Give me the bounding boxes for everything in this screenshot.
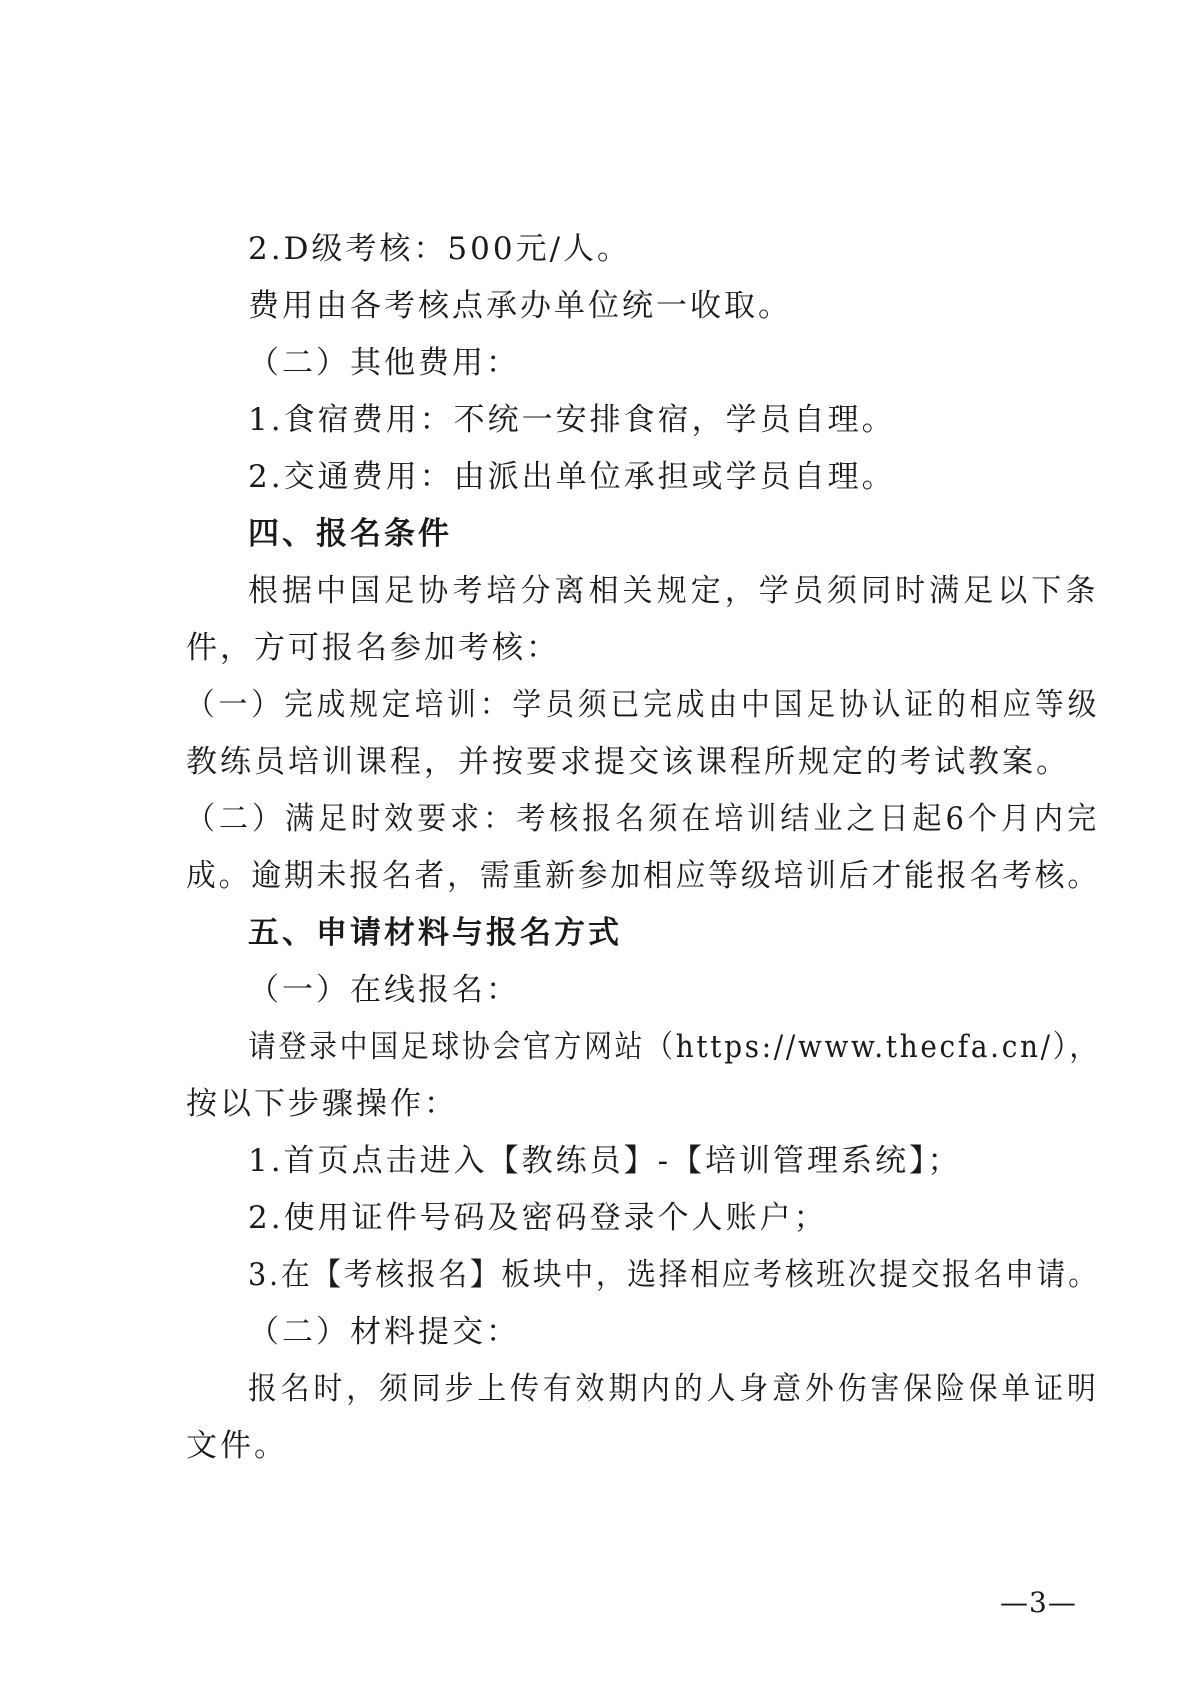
condition-timing-line-2: 成。逾期未报名者，需重新参加相应等级培训后才能报名考核。	[186, 858, 1101, 894]
website-instruction-line: 请登录中国足球协会官方网站（https://www.thecfa.cn/），	[248, 1029, 1100, 1065]
fee-d-level-line: 2.D级考核：500元/人。	[248, 231, 632, 267]
step-1-line: 1.首页点击进入【教练员】-【培训管理系统】；	[248, 1143, 962, 1179]
online-registration-subheading: （一）在线报名：	[248, 972, 520, 1008]
lodging-fee-line: 1.食宿费用：不统一安排食宿，学员自理。	[248, 402, 896, 438]
condition-timing-line-1: （二）满足时效要求：考核报名须在培训结业之日起6个月内完	[186, 801, 1101, 837]
conditions-intro-line-2: 件，方可报名参加考核：	[186, 630, 560, 666]
condition-training-line-1: （一）完成规定培训：学员须已完成由中国足协认证的相应等级	[186, 687, 1101, 723]
fee-collection-line: 费用由各考核点承办单位统一收取。	[248, 288, 792, 324]
other-fees-subheading: （二）其他费用：	[248, 345, 520, 381]
page-number: —3—	[1000, 1586, 1077, 1619]
section-heading-application-materials: 五、申请材料与报名方式	[248, 915, 622, 951]
materials-line-2: 文件。	[186, 1428, 288, 1464]
section-heading-registration-conditions: 四、报名条件	[248, 516, 452, 552]
materials-subheading: （二）材料提交：	[248, 1314, 520, 1350]
steps-intro-line: 按以下步骤操作：	[186, 1086, 458, 1122]
condition-training-line-2: 教练员培训课程，并按要求提交该课程所规定的考试教案。	[186, 744, 1070, 780]
step-2-line: 2.使用证件号码及密码登录个人账户；	[248, 1200, 828, 1236]
materials-line-1: 报名时，须同步上传有效期内的人身意外伤害保险保单证明	[248, 1371, 1100, 1407]
transport-fee-line: 2.交通费用：由派出单位承担或学员自理。	[248, 459, 896, 495]
conditions-intro-line-1: 根据中国足协考培分离相关规定，学员须同时满足以下条	[248, 573, 1100, 609]
step-3-line: 3.在【考核报名】板块中，选择相应考核班次提交报名申请。	[248, 1257, 1100, 1293]
